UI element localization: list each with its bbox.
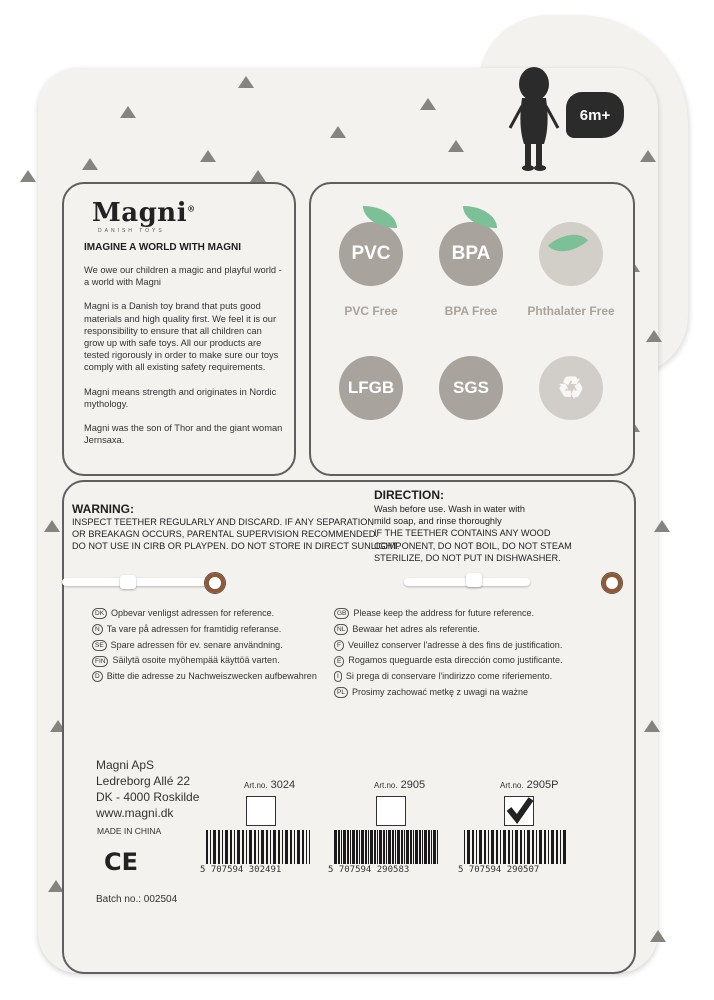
direction-text: Wash before use. Wash in water with mild soap, and rinse thoroughly IF THE TEETHER CONTAINS ANY WOOD COMPONENT, DO NOT BOIL, DO NOT STEAM STERILIZE, DO NOT PUT IN DISHWASHER.	[374, 504, 572, 563]
barcode-bar	[379, 830, 382, 864]
barcode-bar	[285, 830, 288, 864]
barcode-number: 5 707594 290583	[328, 865, 410, 875]
barcode-bar	[437, 830, 438, 864]
barcode-bar	[361, 830, 364, 864]
barcode-bar	[246, 830, 247, 864]
lang-line: D Bitte die adresse zu Nachweiszwecken aufbewahren	[92, 669, 317, 685]
barcode-bar	[424, 830, 427, 864]
article-number: Art.no. 3024	[244, 779, 296, 791]
article-number: Art.no. 2905	[374, 779, 426, 791]
barcode-bar	[488, 830, 489, 864]
info-paragraph: Magni means strength and originates in Nordic mythology.	[84, 386, 277, 409]
barcode-bar	[392, 830, 394, 864]
barcode-bar	[428, 830, 430, 864]
barcode-bar	[368, 830, 369, 864]
article-checkbox[interactable]	[376, 796, 406, 826]
language-notes-right	[334, 606, 562, 701]
barcode-bar	[433, 830, 436, 864]
barcode	[464, 830, 568, 864]
ce-mark: CE	[104, 848, 139, 876]
barcode-bar	[472, 830, 474, 864]
magni-logo: Magni®	[92, 198, 196, 228]
article-checkbox-checked[interactable]	[504, 796, 534, 826]
barcode-bar	[374, 830, 376, 864]
barcode-bar	[539, 830, 542, 864]
barcode-bar	[515, 830, 518, 864]
barcode-bar	[206, 830, 208, 864]
barcode-bar	[341, 830, 342, 864]
company-address: Magni ApS Ledreborg Allé 22 DK - 4000 Roskilde www.magni.dk	[96, 758, 200, 820]
barcode-bar	[431, 830, 432, 864]
badge-label: BPA Free	[444, 304, 498, 318]
barcode-bar	[386, 830, 387, 864]
info-paragraph: We owe our children a magic and playful world - a world with Magni	[84, 265, 282, 288]
barcode-bar	[350, 830, 351, 864]
barcode-bar	[556, 830, 558, 864]
barcode-bar	[273, 830, 276, 864]
barcode-bar	[225, 830, 228, 864]
barcode-bar	[270, 830, 271, 864]
barcode-bar	[508, 830, 510, 864]
barcode-bar	[464, 830, 465, 864]
triangle-dot	[20, 170, 36, 182]
barcode-bar	[476, 830, 477, 864]
barcode-bar	[484, 830, 486, 864]
lang-line: SE Spare adressen för ev. senare användning.	[92, 638, 317, 654]
hole	[204, 572, 226, 594]
child-silhouette-icon	[498, 66, 568, 176]
barcode-bar	[491, 830, 494, 864]
barcode-bar	[249, 830, 252, 864]
plastic-tie	[62, 578, 222, 586]
barcode-bar	[343, 830, 346, 864]
barcode-bar	[302, 830, 304, 864]
barcode-bar	[404, 830, 405, 864]
barcode-bar	[218, 830, 220, 864]
phthalate-badge	[539, 222, 603, 286]
sgs-badge: SGS	[439, 356, 503, 420]
barcode-bar	[563, 830, 566, 864]
barcode-bar	[401, 830, 403, 864]
barcode-bar	[536, 830, 537, 864]
barcode-bar	[356, 830, 358, 864]
badge-label: PVC Free	[344, 304, 398, 318]
barcode-bar	[365, 830, 367, 864]
barcode-bar	[370, 830, 373, 864]
barcode-bar	[377, 830, 378, 864]
made-in: MADE IN CHINA	[97, 826, 162, 836]
lang-line: N Ta vare på adressen for framtidig referanse.	[92, 622, 317, 638]
barcode-bar	[294, 830, 295, 864]
barcode-bar	[532, 830, 534, 864]
article-checkbox[interactable]	[246, 796, 276, 826]
barcode-number: 5 707594 302491	[200, 865, 282, 875]
bpa-badge: BPA	[439, 222, 503, 286]
brand-description	[84, 264, 284, 458]
barcode-bar	[548, 830, 549, 864]
barcode-bar	[496, 830, 498, 864]
barcode-bar	[395, 830, 396, 864]
barcode-number: 5 707594 290507	[458, 865, 540, 875]
brand-info-panel	[62, 182, 296, 476]
lang-line: DK Opbevar venligst adressen for reference.	[92, 606, 317, 622]
lfgb-badge: LFGB	[339, 356, 403, 420]
barcode-bar	[406, 830, 409, 864]
barcode-bar	[234, 830, 235, 864]
barcode-bar	[524, 830, 525, 864]
barcode-bar	[338, 830, 340, 864]
barcode-bar	[544, 830, 546, 864]
barcode-bar	[266, 830, 268, 864]
barcode-bar	[297, 830, 300, 864]
barcode-bar	[527, 830, 530, 864]
barcode-bar	[347, 830, 349, 864]
hole	[601, 572, 623, 594]
barcode-bar	[230, 830, 232, 864]
barcode-bar	[290, 830, 292, 864]
barcode-bar	[467, 830, 470, 864]
lang-line: F Veuillez conserver l'adresse à des fins de justification.	[334, 638, 562, 654]
barcode-bar	[222, 830, 223, 864]
barcode-bar	[210, 830, 211, 864]
barcode-bar	[254, 830, 256, 864]
barcode-bar	[388, 830, 391, 864]
barcode	[206, 830, 310, 864]
age-badge: 6m+	[566, 92, 624, 138]
safety-badges-panel	[309, 182, 635, 476]
barcode-bar	[306, 830, 307, 864]
logo-subtitle: DANISH TOYS	[98, 228, 165, 234]
slogan: IMAGINE A WORLD WITH MAGNI	[84, 242, 242, 253]
article-number: Art.no. 2905P	[500, 779, 559, 791]
barcode-bar	[422, 830, 423, 864]
warning-heading: WARNING:	[72, 502, 134, 516]
barcode-bar	[415, 830, 418, 864]
barcode-bar	[500, 830, 501, 864]
language-notes-left	[92, 606, 317, 685]
lang-line: FIN Säilytä osoite myöhempää käyttöä varten.	[92, 653, 317, 669]
barcode-bar	[359, 830, 360, 864]
info-paragraph: Magni is a Danish toy brand that puts good materials and high quality first. We feel it is our responsibility to ensure that all children can grow up with safe toys. All our products are tested rigorously in order to make sure our toys comply with all existing safety requirements.	[84, 301, 279, 373]
lang-line: E Rogamos queguarde esta dirección como justificante.	[334, 653, 562, 669]
direction-heading: DIRECTION:	[374, 488, 444, 502]
barcode-bar	[503, 830, 506, 864]
barcode-bar	[309, 830, 310, 864]
barcode-bar	[278, 830, 280, 864]
barcode-bar	[383, 830, 385, 864]
barcode-bar	[213, 830, 216, 864]
barcode-bar	[397, 830, 400, 864]
lang-line: I Si prega di conservare l'indirizzo come riferiemento.	[334, 669, 562, 685]
barcode-bar	[413, 830, 414, 864]
barcode-bar	[334, 830, 337, 864]
check-icon	[505, 797, 533, 825]
barcode-bar	[261, 830, 264, 864]
plastic-clip	[120, 575, 136, 589]
barcode-bar	[352, 830, 355, 864]
lang-line: PL Prosimy zachować metkę z uwagi na ważne	[334, 685, 562, 701]
barcode-bar	[237, 830, 240, 864]
recycle-icon: ♻	[539, 356, 603, 420]
plastic-clip	[466, 573, 482, 587]
badge-label: Phthalater Free	[527, 304, 615, 318]
barcode-bar	[560, 830, 561, 864]
barcode-bar	[479, 830, 482, 864]
barcode-bar	[512, 830, 513, 864]
barcode-bar	[520, 830, 522, 864]
lang-line: NL Bewaar het adres als referentie.	[334, 622, 562, 638]
pvc-badge: PVC	[339, 222, 403, 286]
barcode	[334, 830, 438, 864]
barcode-bar	[410, 830, 412, 864]
barcode-bar	[551, 830, 554, 864]
lang-line: GB Please keep the address for future reference.	[334, 606, 562, 622]
barcode-bar	[419, 830, 421, 864]
info-paragraph: Magni was the son of Thor and the giant woman Jernsaxa.	[84, 423, 283, 446]
barcode-bar	[242, 830, 244, 864]
warning-text: INSPECT TEETHER REGULARLY AND DISCARD. IF ANY SEPARATION OR BREAKAGN OCCURS, PARENTAL SUPERVISION RECOMMENDED. DO NOT USE IN CIRB OR PLAYPEN. DO NOT STORE IN DIRECT SUNLIGHT.	[72, 517, 400, 552]
batch-number: Batch no.: 002504	[96, 894, 178, 905]
barcode-bar	[258, 830, 259, 864]
barcode-bar	[282, 830, 283, 864]
